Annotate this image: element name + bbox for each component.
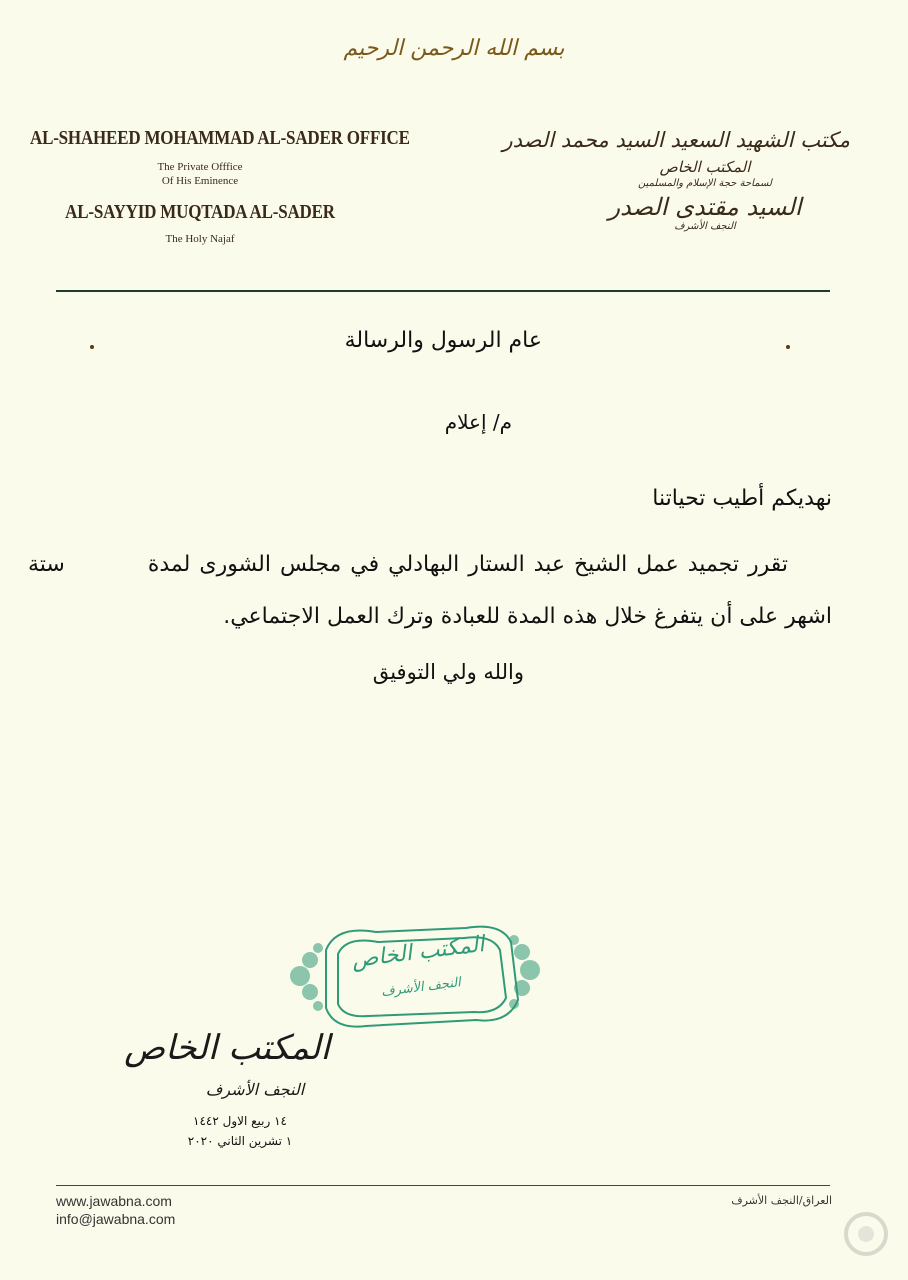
footer-website[interactable]: www.jawabna.com	[56, 1193, 172, 1209]
signature-city: النجف الأشرف	[205, 1080, 305, 1099]
arabic-letterhead	[502, 128, 850, 232]
letter-title: عام الرسول والرسالة	[344, 328, 542, 353]
english-office-name: AL-SHAHEED MOHAMMAD AL-SADER OFFICE	[30, 126, 410, 149]
arabic-private-office: المكتب الخاص	[659, 158, 751, 176]
footer-divider	[56, 1185, 830, 1186]
english-city: The Holy Najaf	[165, 233, 235, 245]
arabic-city: النجف الأشرف	[674, 221, 736, 232]
arabic-subtitle: لسماحة حجة الإسلام والمسلمين	[638, 178, 772, 189]
letter-body-line-1: تقرر تجميد عمل الشيخ عبد الستار البهادلي في مجلس الشورى لمدة	[147, 552, 788, 577]
arabic-office-name: مكتب الشهيد السعيد السيد محمد الصدر	[502, 128, 850, 152]
stamp-ornament-left	[290, 943, 323, 1011]
signature-office: المكتب الخاص	[124, 1028, 330, 1068]
date-hijri: ١٤ ربيع الاول ١٤٤٢	[193, 1114, 287, 1128]
basmala-calligraphy: بسم الله الرحمن الرحيم	[343, 36, 565, 61]
letter-subject: م/ إعلام	[444, 410, 512, 434]
english-letterhead	[30, 126, 410, 246]
footer-email[interactable]: info@jawabna.com	[56, 1211, 176, 1227]
letter-closing: والله ولي التوفيق	[372, 660, 524, 684]
ink-speck	[786, 345, 790, 349]
stamp-office-text: المكتب الخاص	[350, 931, 486, 974]
ink-speck	[90, 345, 94, 349]
date-gregorian: ١ تشرين الثاني ٢٠٢٠	[187, 1134, 293, 1148]
seal-stamp	[286, 920, 544, 1032]
english-of-his-eminence: Of His Eminence	[161, 175, 239, 187]
letter-greeting: نهديكم أطيب تحياتنا	[652, 486, 832, 511]
footer-location: العراق/النجف الأشرف	[731, 1194, 832, 1207]
watermark-logo-icon	[842, 1210, 890, 1258]
arabic-sayyid-name: السيد مقتدى الصدر	[608, 193, 802, 221]
english-sayyid-name: AL-SAYYID MUQTADA AL-SADER	[65, 200, 335, 223]
letter-body-line-1-end: ستة	[28, 552, 65, 577]
stamp-city-text: النجف الأشرف	[380, 975, 462, 1000]
english-private-office: The Private Offfice	[157, 161, 243, 173]
letter-body-line-2: اشهر على أن يتفرغ خلال هذه المدة للعبادة وترك العمل الاجتماعي.	[223, 604, 832, 629]
header-divider	[56, 290, 830, 292]
